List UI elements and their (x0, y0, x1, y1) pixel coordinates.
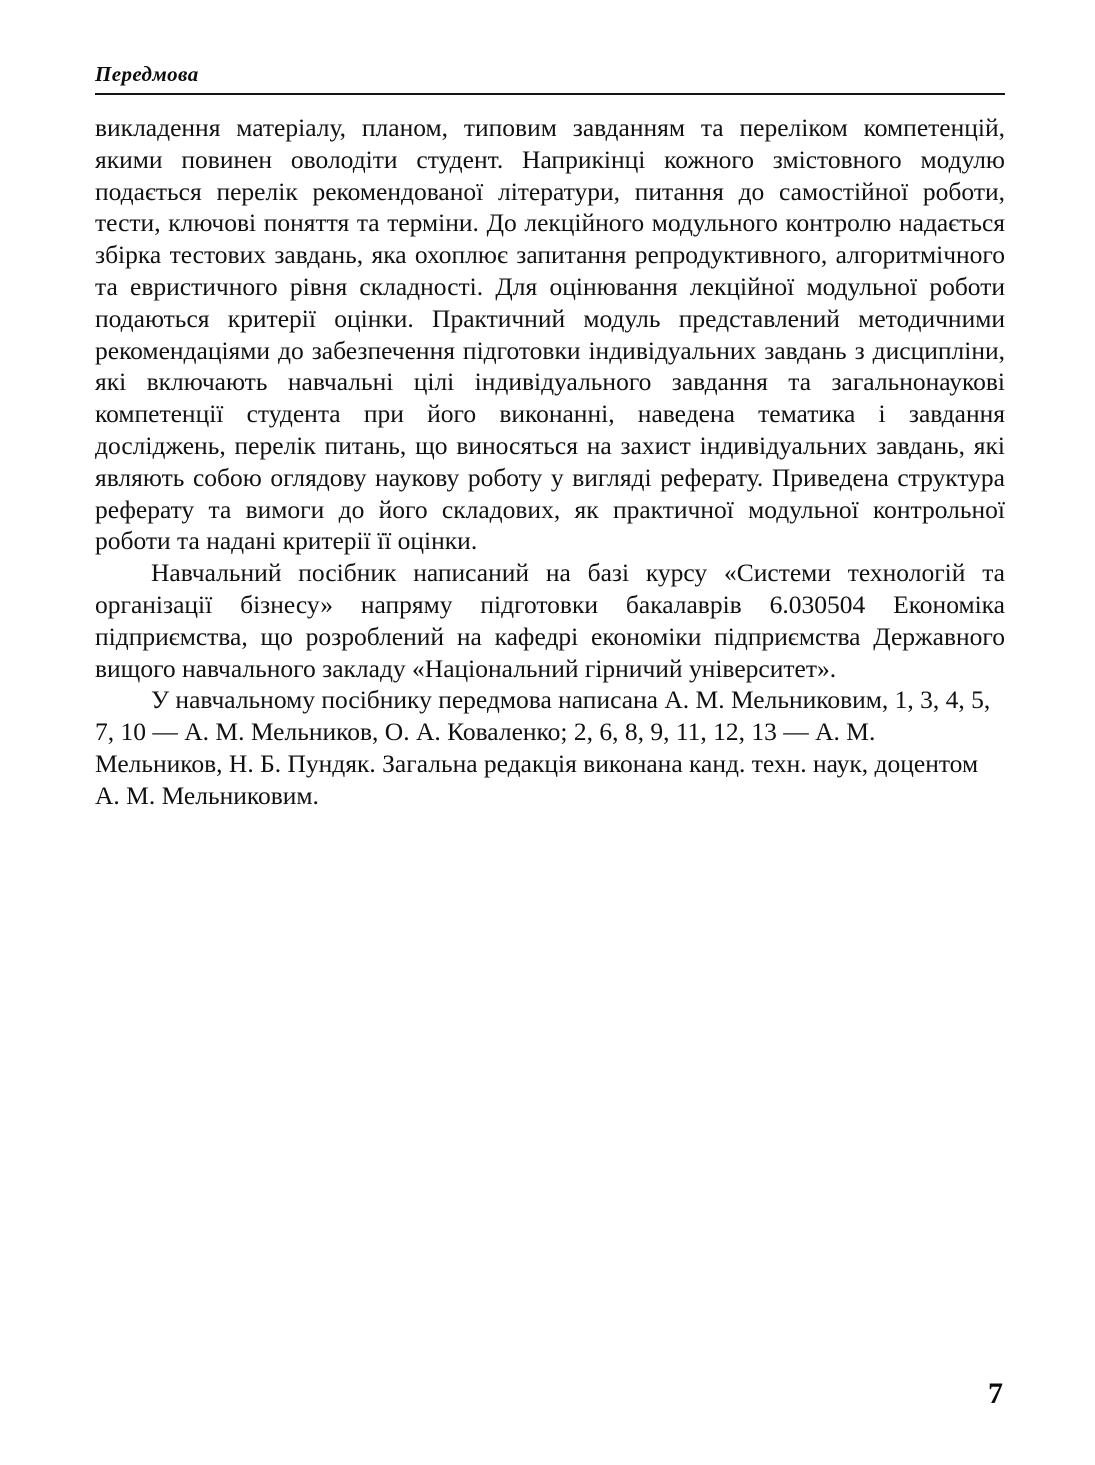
page-number: 7 (988, 1377, 1003, 1410)
paragraph-continued: викладення матеріалу, планом, типовим завданням та переліком компетенцій, якими повинен оволодіти студент. Наприкінці кожного змістовного модулю подається перелік рекомендованої літератури, питання до самостійної роботи, тести, ключові поняття та терміни. До лекційного модульного контролю надається збірка тестових завдань, яка охоплює запитання репродуктивного, алгоритмічного та евристичного рівня складності. Для оцінювання лекційної модульної роботи подаються критерії оцінки. Практичний модуль представлений методичними рекомендаціями до забезпечення підготовки індивідуальних завдань з дисципліни, які включають навчальні цілі індивідуального завдання та загальнонаукові компетенції студента при його виконанні, наведена тематика і завдання досліджень, перелік питань, що виносяться на захист індивідуальних завдань, які являють собою оглядову наукову роботу у вигляді реферату. Приведена структура реферату та вимоги до його складових, як практичної модульної контрольної роботи та надані критерії її оцінки. (95, 113, 1005, 556)
paragraph-course-base: Навчальний посібник написаний на базі курсу «Системи технологій та організації бізнесу» напряму підготовки бакалаврів 6.030504 Економіка підприємства, що розроблений на кафедрі економіки підприємства Державного вищого навчального закладу «Національний гірничий університет». (95, 558, 1005, 683)
running-head-title: Передмова (95, 62, 199, 86)
running-head (95, 62, 1005, 95)
body-text-block (95, 112, 1005, 812)
running-head-rule (95, 93, 1005, 95)
paragraph-authorship: У навчальному посібнику передмова написана А. М. Мельниковим, 1, 3, 4, 5, 7, 10 — А. М. Мельников, О. А. Коваленко; 2, 6, 8, 9, 11, 12, 13 — А. М. Мельников, Н. Б. Пундяк. Загальна редакція виконана канд. техн. наук, доцентом А. М. Мельниковим. (95, 685, 991, 810)
